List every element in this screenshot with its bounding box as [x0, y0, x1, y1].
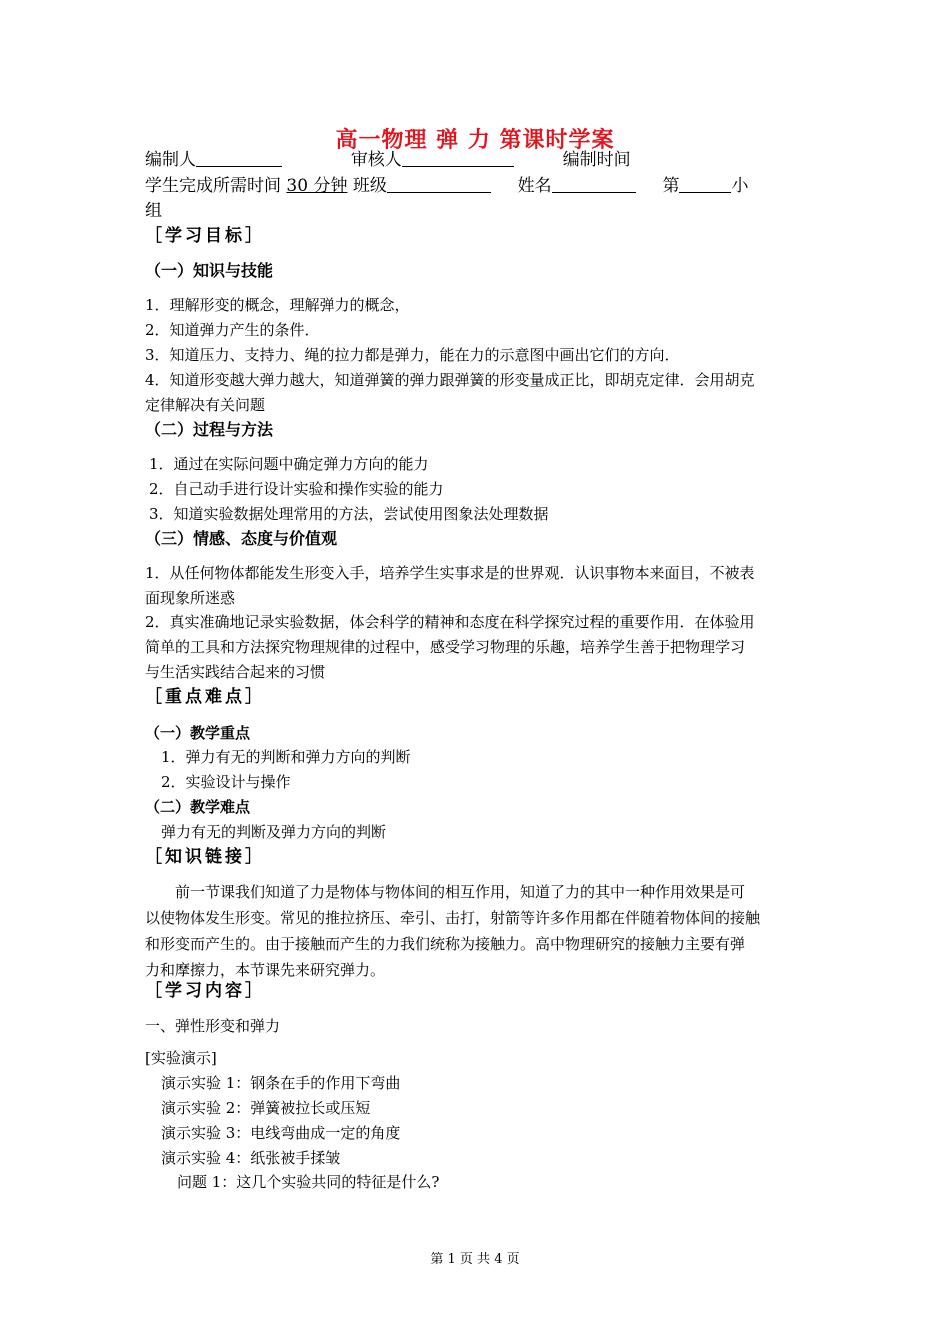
question-1: 问题 1：这几个实验共同的特征是什么?: [177, 1173, 440, 1191]
class-blank: [387, 174, 491, 193]
duration-value: 30 分钟: [286, 176, 348, 196]
name-label: 姓名: [517, 176, 552, 196]
editor-label: 编制人: [145, 150, 196, 170]
knowledge-item: 3．知道压力、支持力、绳的拉力都是弹力，能在力的示意图中画出它们的方向．: [145, 346, 680, 364]
process-header: （二）过程与方法: [145, 420, 274, 439]
link-para-line: 以使物体发生形变。常见的推拉挤压、牵引、击打，射箭等许多作用都在伴随着物体间的接触: [145, 909, 761, 927]
attitude-item: 与生活实践结合起来的习惯: [145, 663, 326, 681]
knowledge-header: （一）知识与技能: [145, 261, 274, 280]
demo-item: 演示实验 1：钢条在手的作用下弯曲: [161, 1074, 401, 1092]
editor-blank: [196, 148, 282, 167]
demo-item: 演示实验 4：纸张被手揉皱: [161, 1149, 341, 1167]
reviewer-label: 审核人: [350, 150, 402, 170]
process-item: 1．通过在实际问题中确定弹力方向的能力: [149, 455, 429, 473]
group-wrap: 组: [145, 201, 162, 221]
attitude-item: 1．从任何物体都能发生形变入手，培养学生实事求是的世界观．认识事物本来面目，不被表: [145, 564, 755, 582]
attitude-header: （三）情感、态度与价值观: [145, 529, 338, 548]
meta-line-1: [145, 148, 631, 172]
duration-label: 学生完成所需时间: [145, 176, 281, 196]
key-item: 2．实验设计与操作: [161, 773, 291, 791]
reviewer-blank: [402, 148, 514, 167]
link-para-line: 力和摩擦力，本节课先来研究弹力。: [145, 961, 386, 979]
key-sub-1: （一）教学重点: [145, 724, 251, 742]
content-header: ［学习内容］: [145, 981, 265, 1001]
time-label: 编制时间: [562, 150, 631, 170]
difficulty-item: 弹力有无的判断及弹力方向的判断: [161, 823, 387, 841]
attitude-item: 2．真实准确地记录实验数据，体会科学的精神和态度在科学探究过程的重要作用．在体验用: [145, 613, 755, 631]
content-sub: 一、弹性形变和弹力: [145, 1017, 281, 1035]
process-item: 3．知道实验数据处理常用的方法，尝试使用图象法处理数据: [149, 505, 549, 523]
key-header: ［重点难点］: [145, 687, 265, 707]
knowledge-item: 1．理解形变的概念，理解弹力的概念，: [145, 296, 410, 314]
key-sub-2: （二）教学难点: [145, 798, 251, 816]
attitude-item: 面现象所迷惑: [145, 589, 236, 607]
process-item: 2．自己动手进行设计实验和操作实验的能力: [149, 480, 444, 498]
attitude-item: 简单的工具和方法探究物理规律的过程中，感受学习物理的乐趣，培养学生善于把物理学习: [145, 638, 746, 656]
group-suffix: 小: [731, 176, 749, 196]
class-label: 班级: [352, 176, 387, 196]
key-item: 1．弹力有无的判断和弹力方向的判断: [161, 748, 411, 766]
link-para-line: 和形变而产生的。由于接触而产生的力我们统称为接触力。高中物理研究的接触力主要有弹: [145, 935, 746, 953]
group-blank: [679, 174, 731, 193]
page-title: 高一物理 弹 力 第课时学案: [335, 127, 615, 153]
knowledge-item: 2．知道弹力产生的条件．: [145, 321, 320, 339]
knowledge-item: 4．知道形变越大弹力越大，知道弹簧的弹力跟弹簧的形变量成正比，即胡克定律．会用胡克: [145, 371, 755, 389]
name-blank: [552, 174, 636, 193]
link-header: ［知识链接］: [145, 847, 265, 867]
knowledge-item: 定律解决有关问题: [145, 396, 266, 414]
demo-item: 演示实验 3：电线弯曲成一定的角度: [161, 1124, 401, 1142]
meta-line-2: [145, 174, 748, 198]
link-para-line: 前一节课我们知道了力是物体与物体间的相互作用，知道了力的其中一种作用效果是可: [175, 883, 746, 901]
goals-header: ［学习目标］: [145, 226, 265, 246]
page-footer: 第 1 页 共 4 页: [430, 1252, 520, 1267]
demo-item: 演示实验 2：弹簧被拉长或压短: [161, 1099, 371, 1117]
group-prefix: 第: [662, 176, 680, 196]
demo-label: [实验演示]: [145, 1049, 217, 1067]
